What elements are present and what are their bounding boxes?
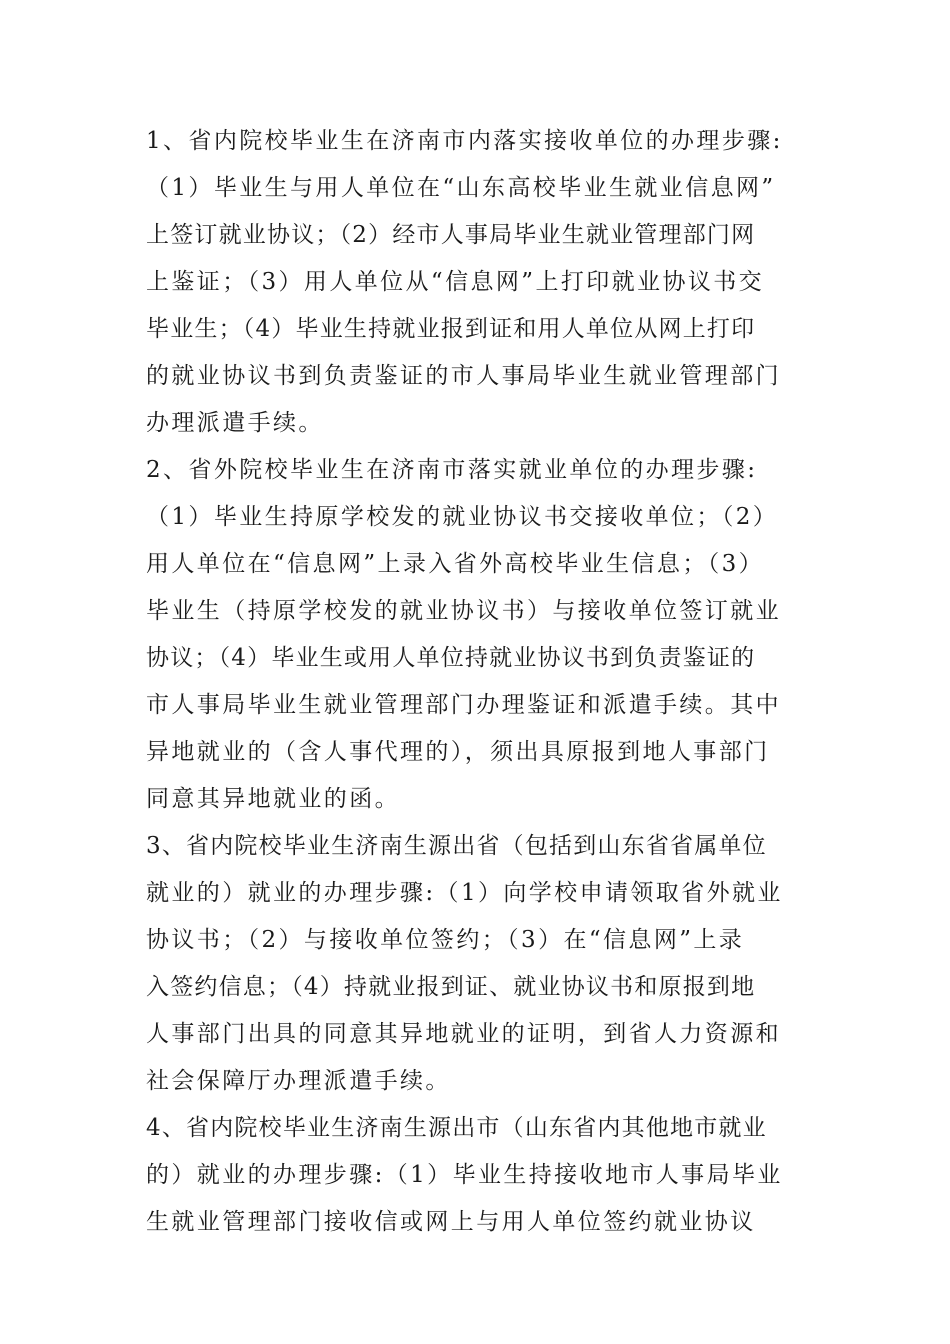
text-line: 异地就业的（含人事代理的），须出具原报到地人事部门	[146, 739, 770, 765]
text-line: 毕业生；（4）毕业生持就业报到证和用人单位从网上打印	[146, 316, 756, 342]
text-line: （1）毕业生持原学校发的就业协议书交接收单位；（2）	[146, 504, 779, 530]
text-line: 毕业生（持原学校发的就业协议书）与接收单位签订就业	[146, 598, 781, 624]
text-line: 就业的）就业的办理步骤:（1）向学校申请领取省外就业	[146, 880, 783, 906]
text-line: 市人事局毕业生就业管理部门办理鉴证和派遣手续。其中	[146, 692, 781, 718]
text-line: 入签约信息；（4）持就业报到证、就业协议书和原报到地	[146, 974, 756, 1000]
paragraph-2-heading: 2、省外院校毕业生在济南市落实就业单位的办理步骤:	[146, 457, 758, 483]
text-line: 用人单位在“信息网”上录入省外高校毕业生信息；（3）	[146, 551, 765, 577]
text-line: 协议；（4）毕业生或用人单位持就业协议书到负责鉴证的	[146, 645, 756, 671]
text-line: 社会保障厅办理派遣手续。	[146, 1068, 451, 1094]
text-line: 的就业协议书到负责鉴证的市人事局毕业生就业管理部门	[146, 363, 781, 389]
document-body	[146, 118, 806, 1246]
paragraph-4-heading: 4、省内院校毕业生济南生源出市（山东省内其他地市就业	[146, 1115, 767, 1141]
text-line: 上签订就业协议；（2）经市人事局毕业生就业管理部门网	[146, 222, 756, 248]
text-line: 的）就业的办理步骤:（1）毕业生持接收地市人事局毕业	[146, 1162, 783, 1188]
text-line: 办理派遣手续。	[146, 410, 324, 436]
paragraph-1-heading: 1、省内院校毕业生在济南市内落实接收单位的办理步骤:	[146, 128, 783, 154]
text-line: 同意其异地就业的函。	[146, 786, 400, 812]
text-line: 人事部门出具的同意其异地就业的证明，到省人力资源和	[146, 1021, 781, 1047]
text-line: 生就业管理部门接收信或网上与用人单位签约就业协议	[146, 1209, 756, 1235]
paragraph-3-heading: 3、省内院校毕业生济南生源出省（包括到山东省省属单位	[146, 833, 767, 859]
text-line: （1）毕业生与用人单位在“山东高校毕业生就业信息网”	[146, 175, 776, 201]
text-line: 上鉴证；（3）用人单位从“信息网”上打印就业协议书交	[146, 269, 765, 295]
text-line: 协议书；（2）与接收单位签约；（3）在“信息网”上录	[146, 927, 745, 953]
